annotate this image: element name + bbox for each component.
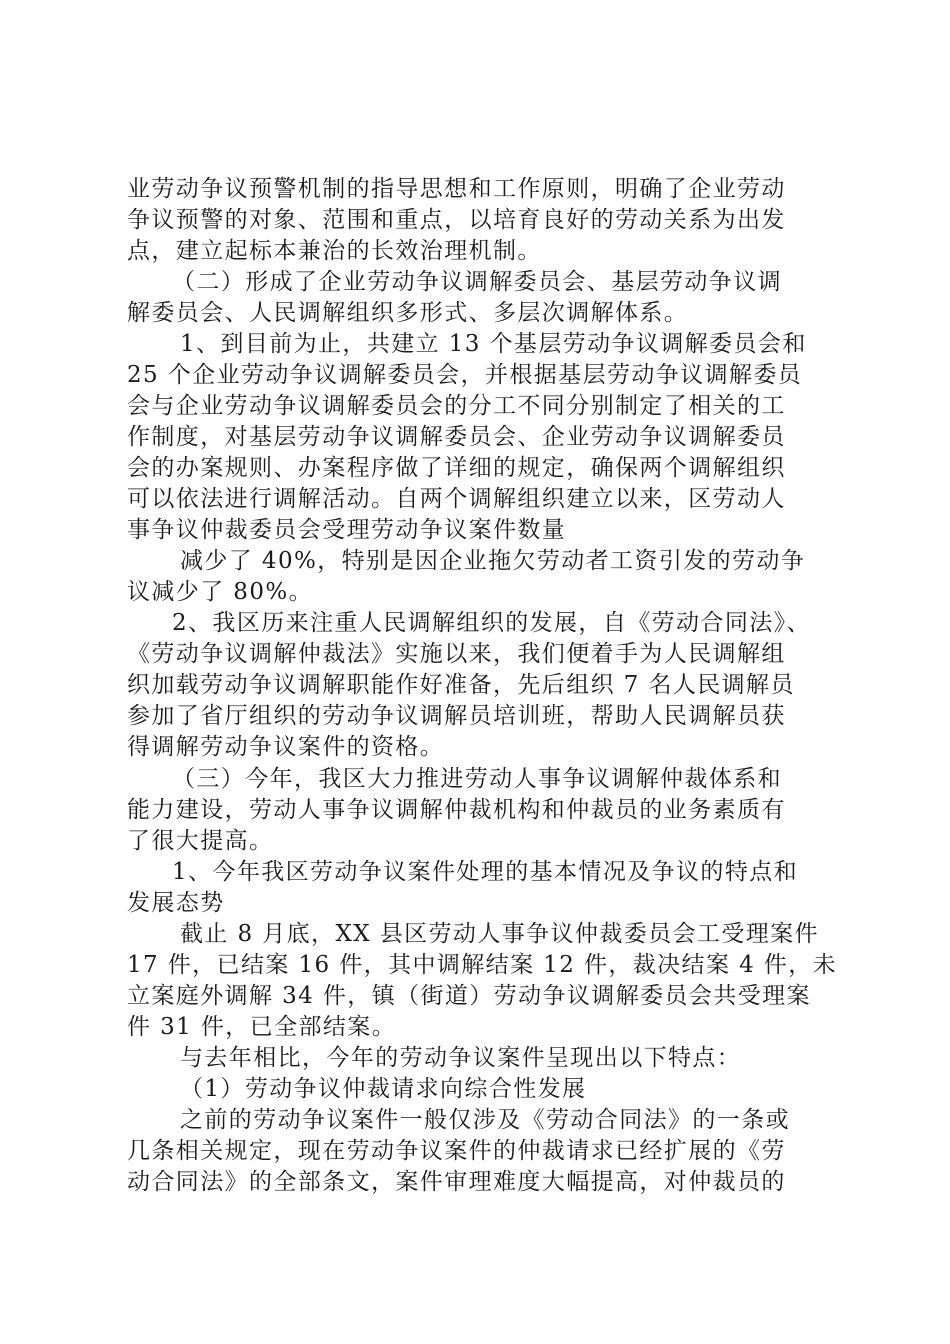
text-line: 2、我区历来注重人民调解组织的发展，自《劳动合同法》、 <box>172 610 811 636</box>
text-line: 件 31 件，已全部结案。 <box>127 1014 397 1040</box>
text-line: 立案庭外调解 34 件，镇（街道）劳动争议调解委员会共受理案 <box>127 983 811 1009</box>
text-line: 议减少了 80%。 <box>127 579 314 605</box>
text-line: 能力建设，劳动人事争议调解仲裁机构和仲裁员的业务素质有 <box>127 797 786 823</box>
text-line: 动合同法》的全部条文，案件审理难度大幅提高，对仲裁员的 <box>127 1169 786 1195</box>
text-line: 几条相关规定，现在劳动争议案件的仲裁请求已经扩展的《劳 <box>127 1138 786 1164</box>
text-line: 1、今年我区劳动争议案件处理的基本情况及争议的特点和 <box>172 859 799 885</box>
text-line: （三）今年，我区大力推进劳动人事争议调解仲裁体系和 <box>172 766 782 792</box>
text-line: 争议预警的对象、范围和重点，以培育良好的劳动关系为出发 <box>127 207 786 233</box>
text-line: 之前的劳动争议案件一般仅涉及《劳动合同法》的一条或 <box>180 1107 790 1133</box>
text-line: 1、到目前为止，共建立 13 个基层劳动争议调解委员会和 <box>180 331 807 357</box>
text-line: 业劳动争议预警机制的指导思想和工作原则，明确了企业劳动 <box>127 176 786 202</box>
text-line: 织加载劳动争议调解职能作好准备，先后组织 7 名人民调解员 <box>127 672 795 698</box>
text-line: 了很大提高。 <box>127 828 274 854</box>
text-line: （1）劳动争议仲裁请求向综合性发展 <box>180 1076 587 1102</box>
text-line: 事争议仲裁委员会受理劳动争议案件数量 <box>127 517 567 543</box>
text-line: 会的办案规则、办案程序做了详细的规定，确保两个调解组织 <box>127 455 786 481</box>
text-line: 25 个企业劳动争议调解委员会，并根据基层劳动争议调解委员 <box>127 362 803 388</box>
text-line: 会与企业劳动争议调解委员会的分工不同分别制定了相关的工 <box>127 393 786 419</box>
text-line: 可以依法进行调解活动。自两个调解组织建立以来，区劳动人 <box>127 486 786 512</box>
text-line: 截止 8 月底，XX 县区劳动人事争议仲裁委员会工受理案件 <box>180 921 819 947</box>
text-line: 17 件，已结案 16 件，其中调解结案 12 件，裁决结案 4 件，未 <box>127 952 838 978</box>
text-line: 与去年相比，今年的劳动争议案件呈现出以下特点： <box>180 1045 742 1071</box>
text-line: （二）形成了企业劳动争议调解委员会、基层劳动争议调 <box>172 269 782 295</box>
text-line: 得调解劳动争议案件的资格。 <box>127 734 445 760</box>
text-line: 减少了 40%，特别是因企业拖欠劳动者工资引发的劳动争 <box>180 548 806 574</box>
text-line: 点，建立起标本兼治的长效治理机制。 <box>127 238 542 264</box>
text-line: 发展态势 <box>127 890 225 916</box>
text-line: 《劳动争议调解仲裁法》实施以来，我们便着手为人民调解组 <box>127 641 786 667</box>
text-line: 解委员会、人民调解组织多形式、多层次调解体系。 <box>127 300 689 326</box>
text-line: 参加了省厅组织的劳动争议调解员培训班，帮助人民调解员获 <box>127 703 786 729</box>
text-line: 作制度，对基层劳动争议调解委员会、企业劳动争议调解委员 <box>127 424 786 450</box>
